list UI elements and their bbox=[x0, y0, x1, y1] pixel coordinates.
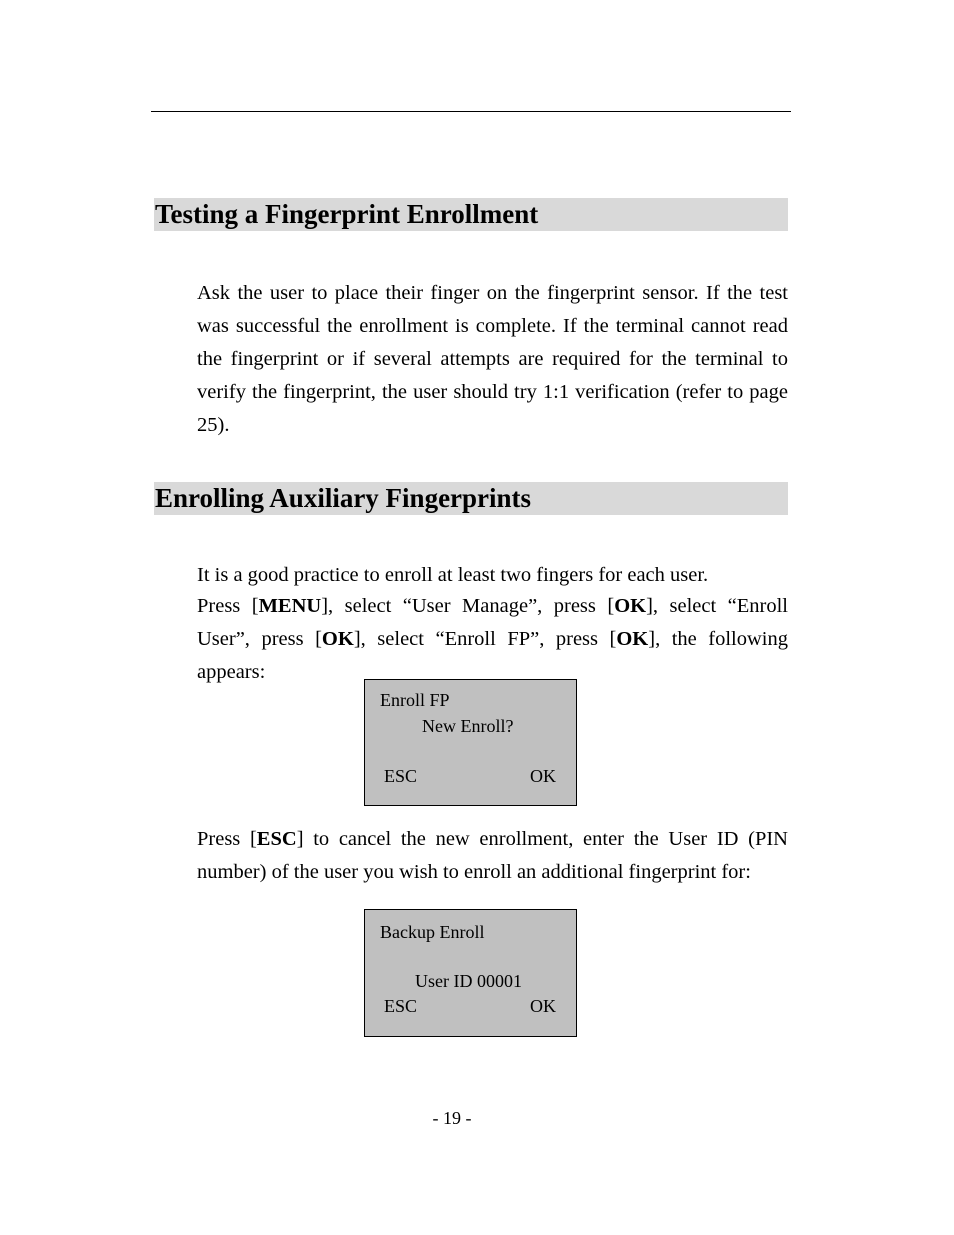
lcd-screen-backup-enroll bbox=[364, 909, 577, 1037]
key-ok: OK bbox=[614, 595, 647, 617]
lcd-esc-label: ESC bbox=[384, 996, 418, 1016]
instruction-paragraph: Press [MENU], select “User Manage”, press [OK], select “Enroll User”, press [OK], select “Enroll FP”, press [OK], the following appears: bbox=[197, 595, 788, 683]
key-menu: MENU bbox=[258, 595, 322, 617]
key-esc: ESC bbox=[256, 828, 297, 850]
cancel-paragraph: Press [ESC] to cancel the new enrollment, enter the User ID (PIN number) of the user you wish to enroll an additional fingerprint for: bbox=[197, 828, 788, 883]
key-ok: OK bbox=[616, 628, 649, 650]
lcd-message: New Enroll? bbox=[422, 716, 514, 736]
lcd-title: Backup Enroll bbox=[380, 922, 485, 942]
page-number: - 19 - bbox=[432, 1108, 472, 1128]
intro-paragraph: It is a good practice to enroll at least two fingers for each user. bbox=[197, 564, 709, 586]
section-heading-testing: Testing a Fingerprint Enrollment bbox=[154, 198, 788, 231]
lcd-esc-label: ESC bbox=[384, 766, 418, 786]
lcd-message: User ID 00001 bbox=[415, 971, 522, 991]
lcd-ok-label: OK bbox=[530, 766, 556, 786]
testing-paragraph: Ask the user to place their finger on the fingerprint sensor. If the test was successful the enrollment is complete. If the terminal cannot read the fingerprint or if several attempts are required for the terminal to verify the fingerprint, the user should try 1:1 verification (refer to page 25). bbox=[197, 282, 788, 436]
lcd-screen-enroll-fp bbox=[364, 679, 577, 806]
header-rule bbox=[151, 111, 791, 112]
lcd-ok-label: OK bbox=[530, 996, 556, 1016]
lcd-title: Enroll FP bbox=[380, 690, 450, 710]
section-heading-auxiliary: Enrolling Auxiliary Fingerprints bbox=[154, 482, 788, 515]
key-ok: OK bbox=[321, 628, 354, 650]
